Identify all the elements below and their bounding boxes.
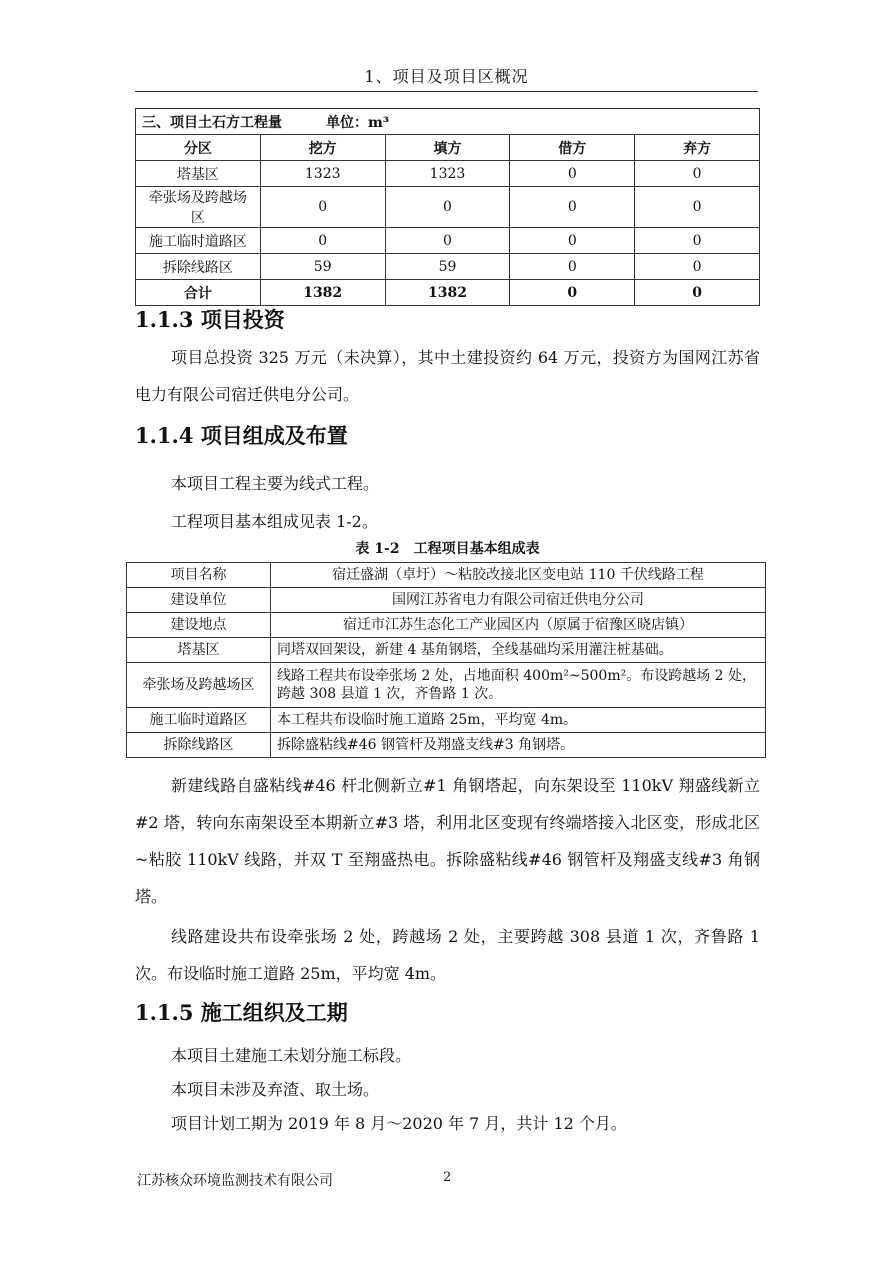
row-label: 拆除线路区 xyxy=(127,733,271,758)
table-row xyxy=(136,254,760,280)
table-number: 表 1-2 xyxy=(355,541,400,557)
table-cell: 0 xyxy=(260,187,385,228)
table-cell: 1323 xyxy=(385,161,510,187)
construction-line-1: 本项目土建施工未划分施工标段。 xyxy=(171,1046,412,1065)
row-label: 塔基区 xyxy=(127,638,271,663)
table-cell: 1323 xyxy=(260,161,385,187)
table-cell: 0 xyxy=(635,187,760,228)
table-caption-row xyxy=(136,109,760,135)
table-row xyxy=(136,228,760,254)
route-paragraph: 新建线路自盛粘线#46 杆北侧新立#1 角钢塔起，向东架设至 110kV 翔盛线新立#2 塔，转向东南架设至本期新立#3 塔，利用北区变现有终端塔接入北区变，形成北区~粘胶 110kV 线路，并双 T 至翔盛热电。拆除盛粘线#46 钢管杆及翔盛支线#3 角钢塔。 xyxy=(135,776,760,906)
investment-paragraph: 项目总投资 325 万元（未决算），其中土建投资约 64 万元，投资方为国网江苏省电力有限公司宿迁供电分公司。 xyxy=(135,348,760,404)
table-cell: 0 xyxy=(510,254,635,280)
row-value: 拆除盛粘线#46 钢管杆及翔盛支线#3 角钢塔。 xyxy=(271,733,766,758)
row-value: 本工程共布设临时施工道路 25m，平均宽 4m。 xyxy=(271,708,766,733)
table-cell: 合计 xyxy=(136,280,261,306)
table-row xyxy=(127,733,766,758)
earthwork-table xyxy=(135,108,760,306)
table-row xyxy=(127,563,766,588)
row-value: 宿迁市江苏生态化工产业园区内（原属于宿豫区晓店镇） xyxy=(271,613,766,638)
row-label: 项目名称 xyxy=(127,563,271,588)
table-total-row xyxy=(136,280,760,306)
table-cell: 牵张场及跨越场区 xyxy=(136,187,261,228)
earthwork-unit: 单位：m³ xyxy=(326,114,389,131)
table-cell: 0 xyxy=(510,161,635,187)
table-cell: 塔基区 xyxy=(136,161,261,187)
table-cell: 拆除线路区 xyxy=(136,254,261,280)
table-cell: 0 xyxy=(635,254,760,280)
row-label: 牵张场及跨越场区 xyxy=(127,663,271,708)
schedule-line: 项目计划工期为 2019 年 8 月～2020 年 7 月，共计 12 个月。 xyxy=(171,1114,627,1133)
table-cell: 1382 xyxy=(260,280,385,306)
table-caption xyxy=(135,538,760,558)
row-value: 国网江苏省电力有限公司宿迁供电分公司 xyxy=(271,588,766,613)
table-title: 工程项目基本组成表 xyxy=(413,541,540,557)
earthwork-caption-text: 三、项目土石方工程量 xyxy=(142,114,282,131)
row-label: 建设单位 xyxy=(127,588,271,613)
staging-paragraph: 线路建设共布设牵张场 2 处，跨越场 2 处，主要跨越 308 县道 1 次，齐鲁路 1 次。布设临时施工道路 25m，平均宽 4m。 xyxy=(135,927,760,983)
section-heading-1-1-4: 1.1.4 项目组成及布置 xyxy=(135,423,348,448)
table-cell: 0 xyxy=(635,161,760,187)
column-header: 挖方 xyxy=(260,135,385,161)
construction-line-2: 本项目未涉及弃渣、取土场。 xyxy=(171,1080,380,1099)
row-label: 施工临时道路区 xyxy=(127,708,271,733)
table-row xyxy=(127,588,766,613)
table-row xyxy=(127,708,766,733)
column-header: 弃方 xyxy=(635,135,760,161)
table-cell: 59 xyxy=(260,254,385,280)
table-cell: 0 xyxy=(510,280,635,306)
table-cell: 0 xyxy=(510,228,635,254)
composition-intro-line: 本项目工程主要为线式工程。 xyxy=(171,474,380,493)
table-cell: 1382 xyxy=(385,280,510,306)
composition-table xyxy=(126,562,766,758)
table-row xyxy=(136,161,760,187)
section-heading-1-1-5: 1.1.5 施工组织及工期 xyxy=(135,1000,348,1025)
table-cell: 0 xyxy=(260,228,385,254)
earthwork-caption xyxy=(136,109,760,135)
row-label: 建设地点 xyxy=(127,613,271,638)
page-number: 2 xyxy=(443,1170,452,1185)
row-value: 线路工程共布设牵张场 2 处，占地面积 400m²~500m²。布设跨越场 2 处，跨越 308 县道 1 次，齐鲁路 1 次。 xyxy=(271,663,766,708)
table-row xyxy=(136,187,760,228)
table-header-row xyxy=(136,135,760,161)
table-cell: 59 xyxy=(385,254,510,280)
table-row xyxy=(127,663,766,708)
table-cell: 0 xyxy=(385,187,510,228)
table-cell: 0 xyxy=(385,228,510,254)
row-value: 同塔双回架设，新建 4 基角钢塔，全线基础均采用灌注桩基础。 xyxy=(271,638,766,663)
table-cell: 0 xyxy=(635,280,760,306)
row-value: 宿迁盛湖（卓圩）～粘胶改接北区变电站 110 千伏线路工程 xyxy=(271,563,766,588)
table-cell: 0 xyxy=(635,228,760,254)
column-header: 填方 xyxy=(385,135,510,161)
footer-company: 江苏核众环境监测技术有限公司 xyxy=(137,1173,333,1189)
table-cell: 0 xyxy=(510,187,635,228)
running-header: 1、项目及项目区概况 xyxy=(135,64,758,92)
table-cell: 施工临时道路区 xyxy=(136,228,261,254)
section-heading-1-1-3: 1.1.3 项目投资 xyxy=(135,307,285,332)
composition-reference-line: 工程项目基本组成见表 1-2。 xyxy=(171,512,378,531)
table-row xyxy=(127,613,766,638)
column-header: 分区 xyxy=(136,135,261,161)
table-row xyxy=(127,638,766,663)
column-header: 借方 xyxy=(510,135,635,161)
